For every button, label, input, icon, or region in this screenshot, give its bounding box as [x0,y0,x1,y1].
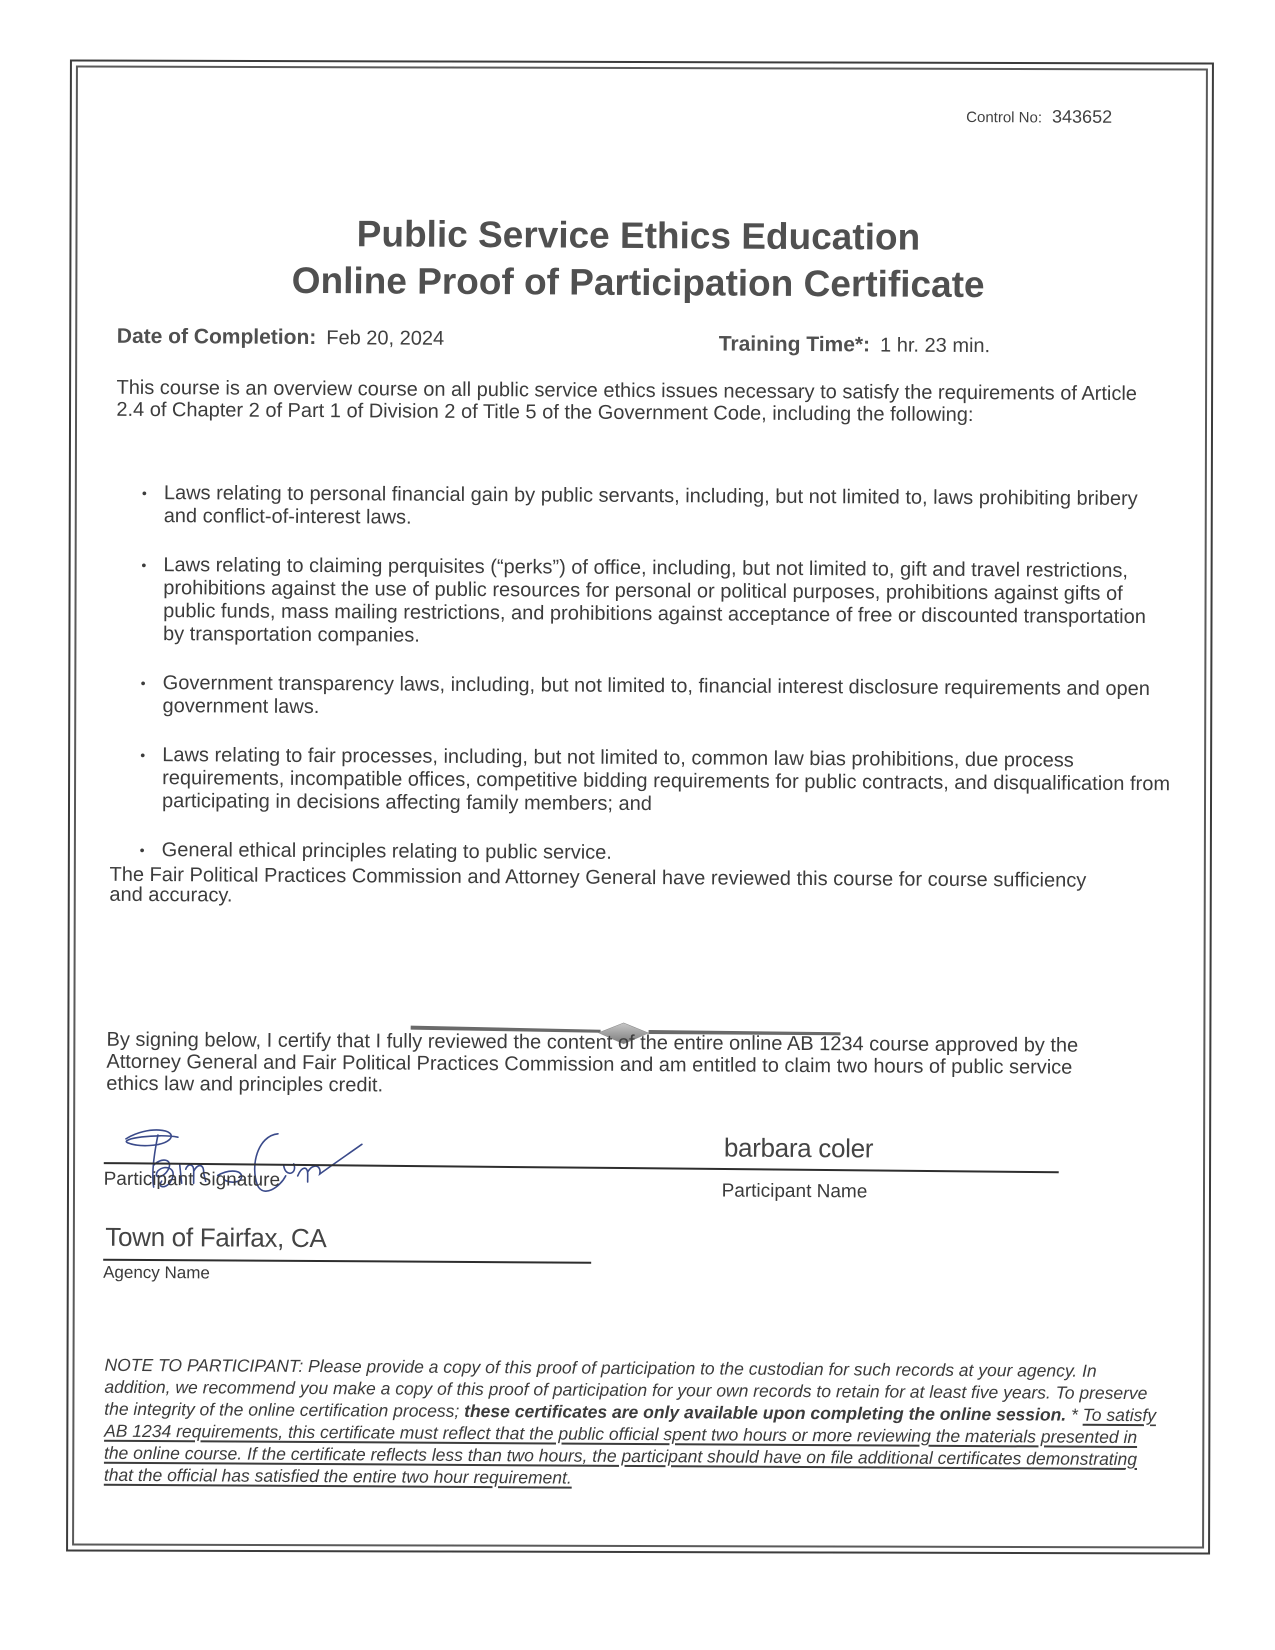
training-time-value: 1 hr. 23 min. [880,334,991,358]
agency-name-value: Town of Fairfax, CA [105,1221,327,1254]
note-lead: NOTE TO PARTICIPANT: Please provide a copy of this proof of participation to the custodian for such records at your agency. In addition, we recommend you make a copy of this proof of participation for your own records to retain for at least five years. To preserve the integrity of the online certification process; [104,1354,1148,1421]
bullet-icon: • [139,841,145,858]
completion-label: Date of Completion: [116,324,317,350]
bullet-icon: • [140,674,146,691]
training-time-label: Training Time*: [718,332,871,357]
control-number-value: 343652 [1051,106,1113,127]
agency-name-label: Agency Name [103,1262,210,1283]
date-of-completion [117,325,445,351]
note-asterisk: * [1066,1404,1083,1425]
certificate-title [243,210,1034,309]
participant-name-label: Participant Name [721,1180,868,1203]
title-line-1: Public Service Ethics Education [356,213,921,258]
note-to-participant [104,1354,1165,1492]
participant-name-value: barbara coler [723,1132,874,1164]
review-statement: The Fair Political Practices Commission and Attorney General have reviewed this course for course sufficiency and accuracy. [109,863,1087,907]
note-bold: these certificates are only available upon completing the online session. [464,1400,1067,1425]
topic-item: • Laws relating to claiming perquisites (“perks”) of office, including, but not limited to, gift and travel restrictions, prohibitions against the use of public resources for personal or political purposes, prohibitions against gifts of public funds, mass mailing restrictions, and prohibitions against acceptance of free or discounted transportation by transportation companies. [141,554,1146,647]
title-line-2: Online Proof of Participation Certificate [291,259,985,306]
topic-item: • Government transparency laws, including, but not limited to, financial interest disclosure requirements and open government laws. [140,672,1150,719]
training-time [719,332,991,358]
bullet-icon: • [140,746,146,763]
bullet-icon: • [141,556,147,573]
topic-item: • General ethical principles relating to public service. [139,839,612,864]
control-number [966,106,1112,128]
note-underlined: To satisfy AB 1234 requirements, this certificate must reflect that the public official spent two hours or more reviewing the materials presented in the online course. If the certificate reflects less than two hours, the participant should have on file additional certificates demonstrating that the official has satisfied the entire two hour requirement. [103,1404,1157,1488]
topic-item: • Laws relating to fair processes, including, but not limited to, common law bias prohibitions, due process requirements, incompatible offices, competitive bidding requirements for public contracts, and disqualification from participating in decisions affecting family members; and [140,744,1171,816]
topic-item: • Laws relating to personal financial gain by public servants, including, but not limited to, laws prohibiting bribery and conflict-of-interest laws. [141,482,1138,529]
intro-paragraph: This course is an overview course on all public service ethics issues necessary to satisfy the requirements of Article 2.4 of Chapter 2 of Part 1 of Division 2 of Title 5 of the Government Code, including the following: [116,376,1138,427]
topics-list [140,482,1172,878]
bullet-icon: • [141,484,147,501]
completion-value: Feb 20, 2024 [326,327,445,350]
control-number-label: Control No: [966,108,1043,127]
signature-label: Participant Signature [103,1168,281,1191]
certification-statement: By signing below, I certify that I fully reviewed the content of the entire online AB 1234 course approved by the Attorney General and Fair Political Practices Commission and am entitled to claim two hours of public service ethics law and principles credit. [106,1028,1079,1097]
